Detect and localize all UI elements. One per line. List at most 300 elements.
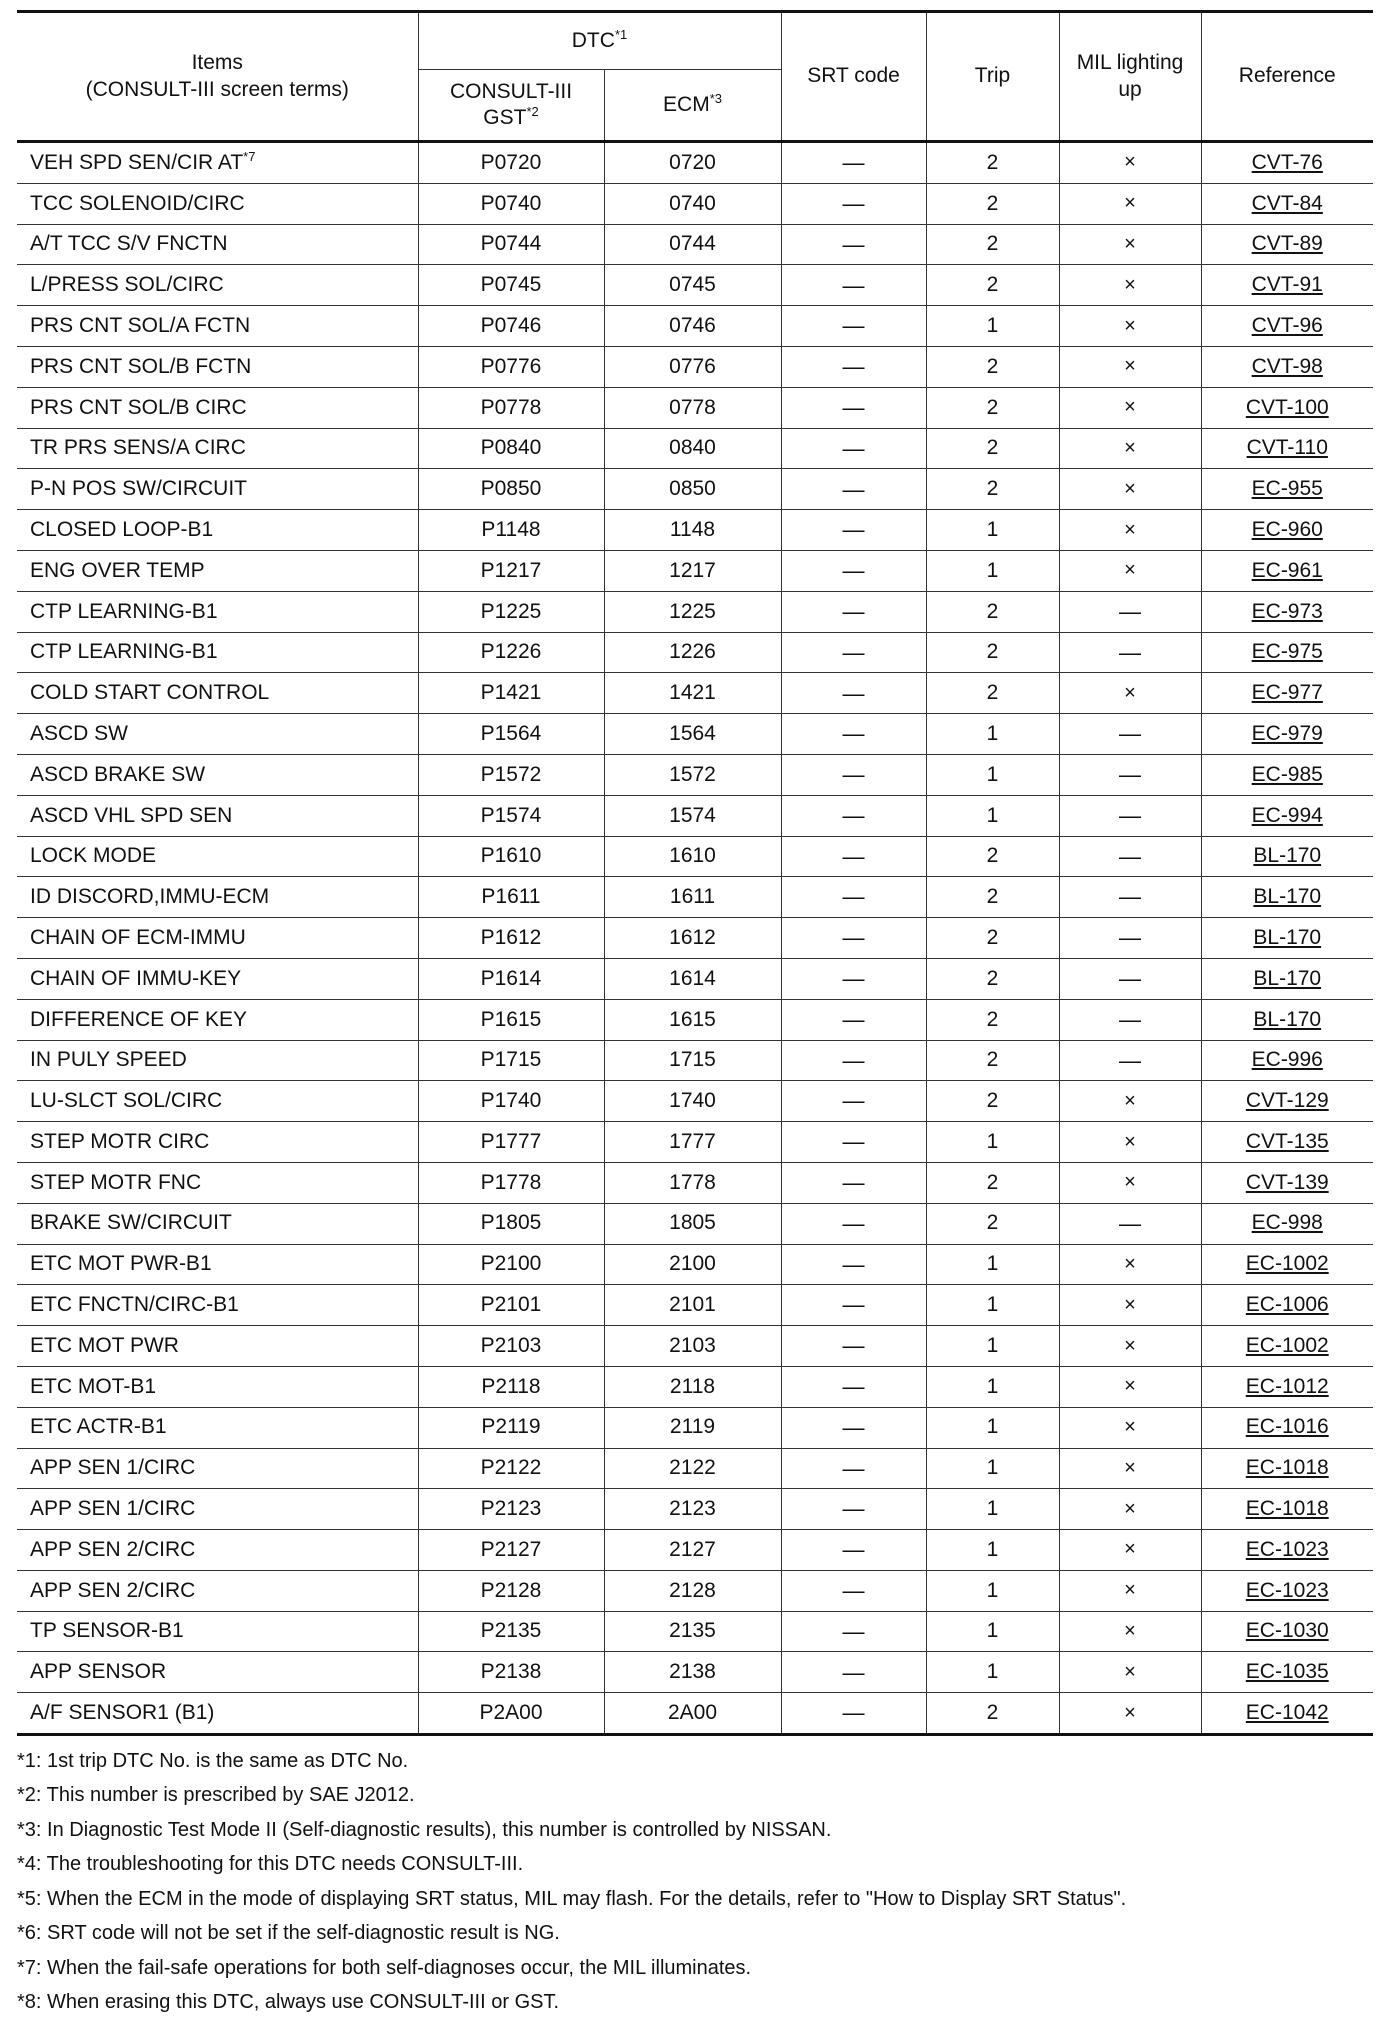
cell-mil: × [1059,673,1201,714]
cell-srt: — [781,1652,926,1693]
table-row [17,510,1373,551]
cell-ecm: 2A00 [604,1693,781,1735]
header-dtc [418,12,781,70]
cell-mil: × [1059,387,1201,428]
cell-consult-gst: P0745 [418,265,604,306]
item-name: STEP MOTR CIRC [30,1129,210,1153]
reference-link[interactable]: CVT-110 [1246,436,1328,460]
cell-trip: 1 [926,1570,1059,1611]
cell-item [17,469,418,510]
cell-consult-gst: P1572 [418,754,604,795]
item-name: TP SENSOR-B1 [30,1619,184,1643]
cell-mil: × [1059,183,1201,224]
cell-trip: 2 [926,836,1059,877]
cell-consult-gst: P2101 [418,1285,604,1326]
cell-consult-gst: P1778 [418,1162,604,1203]
cell-reference [1201,1122,1373,1163]
cell-reference [1201,183,1373,224]
cell-ecm: 2119 [604,1407,781,1448]
cell-trip: 2 [926,918,1059,959]
cell-ecm: 1805 [604,1203,781,1244]
cell-item [17,1693,418,1735]
table-row [17,1244,1373,1285]
cell-trip: 2 [926,224,1059,265]
reference-link[interactable]: EC-955 [1251,477,1323,501]
cell-item [17,877,418,918]
cell-trip: 1 [926,1244,1059,1285]
reference-link[interactable]: EC-994 [1251,803,1323,827]
cell-item [17,142,418,184]
reference-link[interactable]: CVT-135 [1245,1129,1329,1153]
cell-trip: 2 [926,958,1059,999]
reference-link[interactable]: EC-960 [1251,517,1323,541]
item-name: ETC MOT PWR-B1 [30,1252,212,1276]
cell-reference [1201,673,1373,714]
cell-item [17,550,418,591]
table-row [17,428,1373,469]
cell-mil: × [1059,1530,1201,1571]
cell-item [17,306,418,347]
item-name: APP SEN 2/CIRC [30,1578,196,1602]
cell-srt: — [781,673,926,714]
cell-consult-gst: P0746 [418,306,604,347]
cell-reference [1201,754,1373,795]
header-mil [1059,12,1201,142]
cell-srt: — [781,510,926,551]
table-row [17,1489,1373,1530]
reference-link[interactable]: BL-170 [1253,966,1322,990]
cell-consult-gst: P1805 [418,1203,604,1244]
reference-link[interactable]: CVT-76 [1251,150,1323,174]
cell-consult-gst: P1611 [418,877,604,918]
cell-item [17,714,418,755]
item-name: PRS CNT SOL/B CIRC [30,395,247,419]
cell-srt: — [781,1244,926,1285]
reference-link[interactable]: EC-1042 [1245,1701,1329,1725]
header-ecm-footnote: *3 [709,90,722,106]
item-name: TR PRS SENS/A CIRC [30,436,246,460]
footnote: *5: When the ECM in the mode of displaying SRT status, MIL may flash. For the details, refer to "How to Display SRT Status". [17,1887,1127,1910]
cell-mil: × [1059,1448,1201,1489]
cell-srt: — [781,836,926,877]
item-name: A/F SENSOR1 (B1) [30,1701,215,1725]
header-trip: Trip [926,12,1059,142]
cell-trip: 1 [926,1652,1059,1693]
cell-reference [1201,1611,1373,1652]
reference-link[interactable]: EC-1012 [1245,1374,1329,1398]
cell-ecm: 1574 [604,795,781,836]
reference-link[interactable]: EC-985 [1251,762,1323,786]
cell-trip: 2 [926,632,1059,673]
cell-srt: — [781,958,926,999]
reference-link[interactable]: BL-170 [1253,885,1322,909]
cell-reference [1201,877,1373,918]
dtc-table [17,10,1373,1736]
reference-link[interactable]: BL-170 [1253,1007,1322,1031]
cell-srt: — [781,1366,926,1407]
cell-ecm: 1610 [604,836,781,877]
item-name: VEH SPD SEN/CIR AT [30,150,244,174]
cell-trip: 1 [926,1326,1059,1367]
cell-item [17,754,418,795]
table-row [17,632,1373,673]
cell-consult-gst: P1574 [418,795,604,836]
reference-link[interactable]: EC-1035 [1245,1660,1329,1684]
cell-trip: 2 [926,673,1059,714]
item-name: PRS CNT SOL/A FCTN [30,313,251,337]
cell-consult-gst: P0778 [418,387,604,428]
item-name: ASCD VHL SPD SEN [30,803,233,827]
item-name: APP SEN 1/CIRC [30,1456,196,1480]
table-row [17,1162,1373,1203]
cell-reference [1201,1162,1373,1203]
cell-ecm: 1421 [604,673,781,714]
cell-mil: — [1059,877,1201,918]
reference-link[interactable]: EC-1018 [1245,1456,1329,1480]
cell-item [17,591,418,632]
cell-ecm: 1715 [604,1040,781,1081]
cell-item [17,958,418,999]
cell-reference [1201,510,1373,551]
cell-consult-gst: P0720 [418,142,604,184]
cell-trip: 1 [926,550,1059,591]
item-name: ENG OVER TEMP [30,558,205,582]
table-row [17,265,1373,306]
reference-link[interactable]: EC-1002 [1245,1333,1329,1357]
cell-ecm: 1572 [604,754,781,795]
cell-item [17,1407,418,1448]
cell-srt: — [781,1285,926,1326]
table-row [17,387,1373,428]
cell-reference [1201,469,1373,510]
table-row [17,1326,1373,1367]
cell-trip: 2 [926,183,1059,224]
cell-srt: — [781,1530,926,1571]
cell-reference [1201,224,1373,265]
header-mil-line2: up [1118,77,1142,101]
cell-consult-gst: P0840 [418,428,604,469]
cell-mil: × [1059,550,1201,591]
cell-reference [1201,918,1373,959]
cell-reference [1201,1203,1373,1244]
header-consult-footnote: *2 [526,104,539,119]
cell-mil: — [1059,632,1201,673]
cell-consult-gst: P1610 [418,836,604,877]
item-name: CHAIN OF IMMU-KEY [30,966,242,990]
cell-trip: 2 [926,265,1059,306]
reference-link[interactable]: CVT-100 [1245,395,1329,419]
cell-reference [1201,1652,1373,1693]
cell-item [17,1448,418,1489]
cell-trip: 2 [926,1162,1059,1203]
reference-link[interactable]: EC-975 [1251,640,1323,664]
cell-item [17,1244,418,1285]
item-name: ETC MOT PWR [30,1333,179,1357]
cell-reference [1201,142,1373,184]
table-row [17,1122,1373,1163]
reference-link[interactable]: EC-1023 [1245,1537,1329,1561]
table-row [17,469,1373,510]
table-row [17,1652,1373,1693]
cell-srt: — [781,877,926,918]
cell-trip: 1 [926,1611,1059,1652]
table-row [17,958,1373,999]
cell-consult-gst: P2123 [418,1489,604,1530]
cell-reference [1201,1693,1373,1735]
cell-trip: 2 [926,877,1059,918]
cell-ecm: 2127 [604,1530,781,1571]
item-name: ASCD SW [30,721,129,745]
cell-consult-gst: P1564 [418,714,604,755]
table-row [17,918,1373,959]
footnote: *3: In Diagnostic Test Mode II (Self-diagnostic results), this number is controlled by NISSAN. [17,1818,832,1841]
cell-mil: × [1059,346,1201,387]
cell-item [17,836,418,877]
reference-link[interactable]: EC-1023 [1245,1578,1329,1602]
reference-link[interactable]: EC-998 [1251,1211,1323,1235]
cell-reference [1201,591,1373,632]
cell-ecm: 0850 [604,469,781,510]
table-row [17,1040,1373,1081]
item-name: LOCK MODE [30,844,157,868]
cell-trip: 1 [926,306,1059,347]
cell-mil: × [1059,1611,1201,1652]
reference-link[interactable]: EC-973 [1251,599,1323,623]
cell-ecm: 2103 [604,1326,781,1367]
header-dtc-label: DTC [571,28,615,52]
header-consult-gst [418,70,604,142]
cell-item [17,1530,418,1571]
cell-mil: × [1059,306,1201,347]
table-row [17,1285,1373,1326]
cell-reference [1201,1570,1373,1611]
cell-mil: × [1059,1162,1201,1203]
cell-consult-gst: P2100 [418,1244,604,1285]
table-row [17,550,1373,591]
table-row [17,836,1373,877]
item-name: IN PULY SPEED [30,1048,187,1072]
cell-srt: — [781,265,926,306]
cell-item [17,510,418,551]
cell-consult-gst: P0850 [418,469,604,510]
cell-mil: — [1059,836,1201,877]
cell-consult-gst: P1715 [418,1040,604,1081]
table-row [17,673,1373,714]
cell-reference [1201,795,1373,836]
reference-link[interactable]: EC-1006 [1245,1293,1329,1317]
cell-mil: × [1059,1366,1201,1407]
cell-srt: — [781,142,926,184]
cell-reference [1201,346,1373,387]
cell-srt: — [781,346,926,387]
cell-mil: × [1059,1081,1201,1122]
reference-link[interactable]: EC-1002 [1245,1252,1329,1276]
cell-ecm: 1148 [604,510,781,551]
footnote: *7: When the fail-safe operations for both self-diagnoses occur, the MIL illuminates. [17,1956,752,1979]
cell-mil: × [1059,510,1201,551]
cell-consult-gst: P1612 [418,918,604,959]
cell-trip: 1 [926,1366,1059,1407]
cell-reference [1201,999,1373,1040]
item-name: CTP LEARNING-B1 [30,599,218,623]
header-ecm-label: ECM [663,92,710,116]
cell-reference [1201,387,1373,428]
cell-consult-gst: P2A00 [418,1693,604,1735]
table-row [17,1407,1373,1448]
cell-trip: 1 [926,795,1059,836]
cell-item [17,1611,418,1652]
cell-ecm: 2128 [604,1570,781,1611]
cell-mil: × [1059,1693,1201,1735]
reference-link[interactable]: CVT-84 [1251,191,1323,215]
reference-link[interactable]: EC-996 [1251,1048,1323,1072]
header-consult-line1: CONSULT-III [449,79,573,103]
cell-ecm: 2122 [604,1448,781,1489]
cell-reference [1201,632,1373,673]
reference-link[interactable]: EC-1030 [1245,1619,1329,1643]
cell-item [17,1652,418,1693]
cell-reference [1201,836,1373,877]
cell-trip: 1 [926,1530,1059,1571]
cell-item [17,673,418,714]
reference-link[interactable]: EC-1018 [1245,1497,1329,1521]
item-name: ETC FNCTN/CIRC-B1 [30,1293,239,1317]
cell-srt: — [781,387,926,428]
cell-item [17,1489,418,1530]
table-row [17,999,1373,1040]
cell-srt: — [781,632,926,673]
item-name: CTP LEARNING-B1 [30,640,218,664]
cell-reference [1201,1448,1373,1489]
cell-consult-gst: P0776 [418,346,604,387]
header-srt: SRT code [781,12,926,142]
cell-srt: — [781,591,926,632]
item-name: COLD START CONTROL [30,681,270,705]
cell-item [17,1203,418,1244]
table-row [17,754,1373,795]
reference-link[interactable]: CVT-129 [1245,1089,1329,1113]
cell-ecm: 1615 [604,999,781,1040]
cell-trip: 1 [926,1285,1059,1326]
cell-trip: 1 [926,510,1059,551]
footnote: *4: The troubleshooting for this DTC needs CONSULT-III. [17,1853,524,1876]
reference-link[interactable]: EC-979 [1251,721,1323,745]
cell-item [17,428,418,469]
cell-ecm: 0746 [604,306,781,347]
cell-consult-gst: P2118 [418,1366,604,1407]
cell-reference [1201,1489,1373,1530]
cell-mil: × [1059,1285,1201,1326]
item-name: ETC MOT-B1 [30,1374,157,1398]
cell-mil: — [1059,591,1201,632]
cell-trip: 2 [926,1081,1059,1122]
cell-consult-gst: P2128 [418,1570,604,1611]
cell-item [17,1366,418,1407]
cell-item [17,1285,418,1326]
table-row [17,1081,1373,1122]
reference-link[interactable]: CVT-96 [1251,313,1323,337]
cell-item [17,183,418,224]
item-name: TCC SOLENOID/CIRC [30,191,245,215]
cell-item [17,1326,418,1367]
reference-link[interactable]: EC-1016 [1245,1415,1329,1439]
cell-mil: × [1059,1407,1201,1448]
reference-link[interactable]: EC-977 [1251,681,1323,705]
cell-ecm: 0778 [604,387,781,428]
cell-srt: — [781,1122,926,1163]
cell-srt: — [781,469,926,510]
reference-link[interactable]: CVT-139 [1245,1170,1329,1194]
cell-ecm: 1611 [604,877,781,918]
cell-reference [1201,1040,1373,1081]
cell-ecm: 2118 [604,1366,781,1407]
cell-mil: × [1059,469,1201,510]
cell-srt: — [781,754,926,795]
cell-srt: — [781,795,926,836]
cell-mil: × [1059,1326,1201,1367]
cell-ecm: 2101 [604,1285,781,1326]
table-row [17,1203,1373,1244]
cell-consult-gst: P1614 [418,958,604,999]
cell-consult-gst: P1226 [418,632,604,673]
cell-ecm: 0744 [604,224,781,265]
cell-ecm: 0776 [604,346,781,387]
reference-link[interactable]: BL-170 [1253,844,1322,868]
cell-mil: × [1059,224,1201,265]
cell-consult-gst: P0740 [418,183,604,224]
cell-consult-gst: P1225 [418,591,604,632]
header-reference: Reference [1201,12,1373,142]
cell-consult-gst: P2135 [418,1611,604,1652]
cell-reference [1201,1285,1373,1326]
cell-mil: × [1059,1489,1201,1530]
item-name: BRAKE SW/CIRCUIT [30,1211,232,1235]
header-mil-line1: MIL lighting [1076,51,1184,75]
cell-mil: — [1059,958,1201,999]
cell-consult-gst: P2138 [418,1652,604,1693]
cell-srt: — [781,428,926,469]
cell-ecm: 0720 [604,142,781,184]
cell-consult-gst: P2119 [418,1407,604,1448]
cell-consult-gst: P0744 [418,224,604,265]
header-dtc-footnote: *1 [614,26,628,42]
cell-reference [1201,1244,1373,1285]
reference-link[interactable]: EC-961 [1251,558,1323,582]
cell-reference [1201,1407,1373,1448]
table-row [17,877,1373,918]
cell-srt: — [781,183,926,224]
reference-link[interactable]: BL-170 [1253,925,1322,949]
cell-ecm: 1612 [604,918,781,959]
footnote: *8: When erasing this DTC, always use CONSULT-III or GST. [17,1990,560,2013]
table-row [17,142,1373,184]
cell-item [17,346,418,387]
cell-srt: — [781,1570,926,1611]
cell-trip: 2 [926,469,1059,510]
cell-ecm: 2135 [604,1611,781,1652]
cell-srt: — [781,1040,926,1081]
cell-mil: — [1059,918,1201,959]
cell-consult-gst: P2122 [418,1448,604,1489]
cell-ecm: 1614 [604,958,781,999]
reference-link[interactable]: CVT-91 [1251,273,1323,297]
cell-reference [1201,428,1373,469]
reference-link[interactable]: CVT-98 [1251,354,1323,378]
cell-reference [1201,1326,1373,1367]
cell-srt: — [781,224,926,265]
reference-link[interactable]: CVT-89 [1251,232,1323,256]
footnote: *2: This number is prescribed by SAE J2012. [17,1784,415,1807]
